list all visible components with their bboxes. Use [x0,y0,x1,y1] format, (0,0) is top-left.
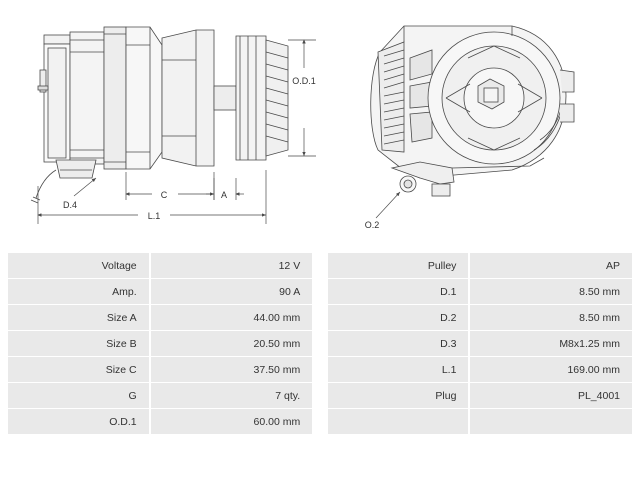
spec-key: Size B [8,331,150,357]
spec-value: 37.50 mm [150,357,313,383]
spec-key: D.2 [328,305,470,331]
spec-value: 12 V [150,253,313,279]
od1-label: O.D.1 [292,76,316,86]
spec-value: 7 qty. [150,383,313,409]
table-row [328,331,632,357]
spec-value: 8.50 mm [469,305,632,331]
table-row [328,253,632,279]
side-view-drawing [31,27,288,203]
spec-value: 169.00 mm [469,357,632,383]
spec-key: O.D.1 [8,409,150,435]
o2-leader-line [376,192,400,218]
spec-key: Size C [8,357,150,383]
table-row-empty [328,409,632,435]
front-view-drawing [371,26,574,196]
table-row [8,305,312,331]
spec-table-left [8,252,312,435]
spec-key: D.3 [328,331,470,357]
table-row [328,383,632,409]
spec-value: M8x1.25 mm [469,331,632,357]
table-row [8,383,312,409]
spec-value: PL_4001 [469,383,632,409]
spec-key: L.1 [328,357,470,383]
a-label: A [220,190,228,200]
table-row [8,409,312,435]
table-gap [312,252,328,435]
spec-key: Plug [328,383,470,409]
spec-key: Voltage [8,253,150,279]
spec-key [328,409,470,435]
spec-value: 60.00 mm [150,409,313,435]
spec-key: G [8,383,150,409]
c-label: C [160,190,168,200]
spec-value: 20.50 mm [150,331,313,357]
table-row [8,331,312,357]
o2-label: O.2 [364,220,380,230]
table-row [328,357,632,383]
spec-key: Pulley [328,253,470,279]
d4-label: D.4 [62,200,78,210]
table-row [8,279,312,305]
l1-label: L.1 [147,211,161,221]
table-row [8,357,312,383]
specifications-area [0,252,640,435]
spec-value [469,409,632,435]
table-row [8,253,312,279]
spec-value: 8.50 mm [469,279,632,305]
spec-key: Amp. [8,279,150,305]
spec-table-right [328,252,632,435]
table-row [328,279,632,305]
spec-key: Size A [8,305,150,331]
spec-value: 44.00 mm [150,305,313,331]
table-row [328,305,632,331]
spec-value: 90 A [150,279,313,305]
spec-value: AP [469,253,632,279]
spec-key: D.1 [328,279,470,305]
